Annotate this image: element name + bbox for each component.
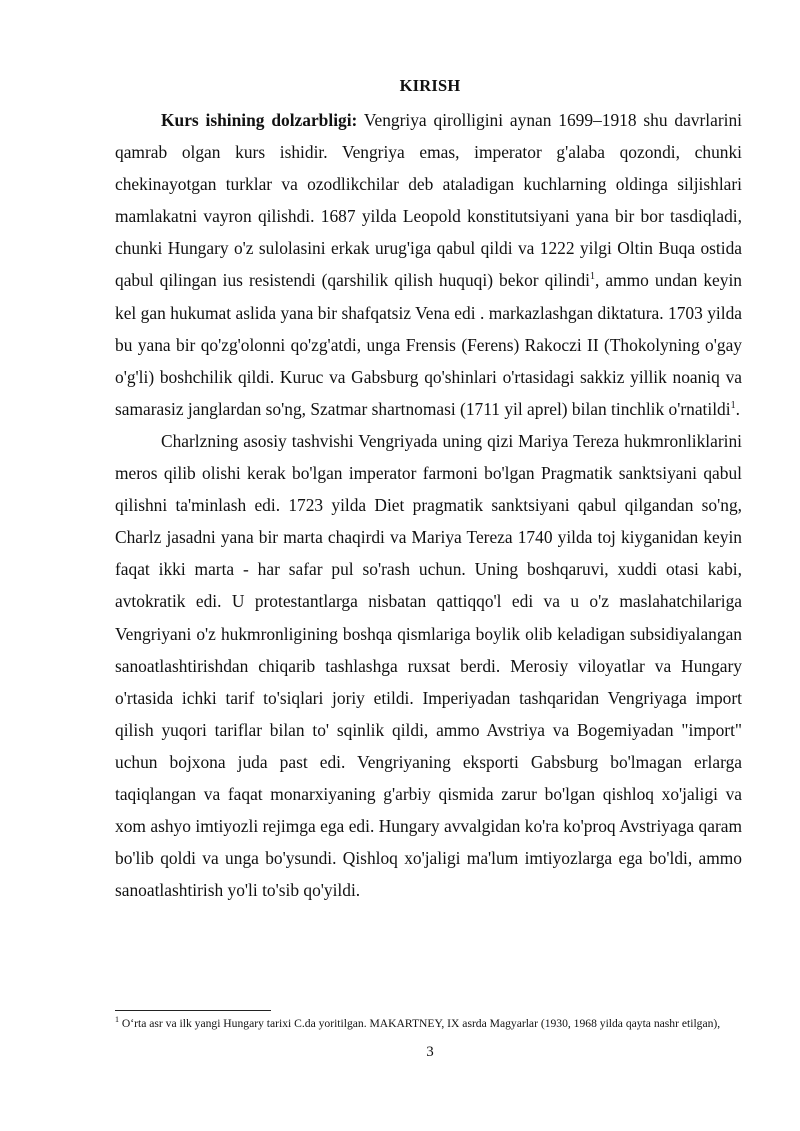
footnote-marker: 1 (115, 1015, 119, 1025)
footnote-reference[interactable]: 1 (590, 271, 596, 283)
paragraph-text: Vengriya qirolligini aynan 1699–1918 shu davrlarini qamrab olgan kurs ishidir. Vengriya emas, imperator g'alaba qozondi, chunki chekinayotgan turklar va ozodlikchilar deb ataladigan kuchlarning oldinga siljishlari mamlakatni vayron qilishdi. 1687 yilda Leopold konstitutsiyani yana bir bor tasdiqladi, chunki Hungary o'z sulolasini erkak urug'iga qabul qildi va 1222 yilgi Oltin Buqa ostida qabul qilingan ius resistendi (qarshilik qilish huquqi) bekor qilindi (115, 110, 742, 291)
footnote-text: O‘rta asr va ilk yangi Hungary tarixi C.da yoritilgan. MAKARTNEY, IX asrda Magyarlar (1930, 1968 yilda qayta nashr etilgan), (119, 1017, 721, 1030)
paragraph-charles: Charlzning asosiy tashvishi Vengriyada uning qizi Mariya Tereza hukmronliklarini meros qilib olishi kerak bo'lgan imperator farmoni bo'lgan Pragmatik sanktsiyani qabul qilishni ta'minlash edi. 1723 yilda Diet pragmatik sanktsiyani qabul qilgandan so'ng, Charlz jasadni yana bir marta chaqirdi va Mariya Tereza 1740 yilda toj kiyganidan keyin faqat ikki marta - har safar pul so'rash uchun. Uning boshqaruvi, xuddi otasi kabi, avtokratik edi. U protestantlarga nisbatan qattiqqo'l edi va u o'z maslahatchilariga Vengriyani o'z hukmronligining boshqa qismlariga boylik olib keladigan subsidiyalangan sanoatlashtirishdan chiqarib tashlashga ruxsat berdi. Merosiy viloyatlar va Hungary o'rtasida ichki tarif to'siqlari joriy etildi. Imperiyadan tashqaridan Vengriyaga import qilish yuqori tariflar bilan to' sqinlik qildi, ammo Avstriya va Bogemiyadan "import" uchun bojxona juda past edi. Vengriyaning eksporti Gabsburg bo'lmagan erlarga taqiqlangan va faqat monarxiyaning g'arbiy qismida zarur bo'lgan qishloq xo'jaligi va xom ashyo imtiyozli rejimga ega edi. Hungary avvalgidan ko'ra ko'proq Avstriyaga qaram bo'lib qoldi va unga bo'ysundi. Qishloq xo'jaligi ma'lum imtiyozlarga ega bo'ldi, ammo sanoatlashtirish yo'li to'sib qo'yildi. (115, 430, 742, 901)
paragraph-lead: Kurs ishining dolzarbligi: (161, 110, 358, 130)
paragraph-text: , ammo undan keyin kel gan hukumat aslida yana bir shafqatsiz Vena edi . markazlashgan diktatura. 1703 yilda bu yana bir qo'zg'olonni qo'zg'atdi, unga Frensis (Ferens) Rakoczi II (Thokolyning o'gay o'g'li) boshchilik qildi. Kuruc va Gabsburg qo'shinlari o'rtasidagi sakkiz yillik noaniq va samarasiz janglardan so'ng, Szatmar shartnomasi (1711 yil aprel) bilan tinchlik o'rnatildi (115, 270, 742, 419)
body-text (115, 104, 742, 906)
page-number: 3 (426, 1044, 434, 1060)
paragraph-relevance (115, 104, 742, 425)
footnote (115, 1016, 740, 1032)
section-heading: KIRISH (399, 76, 461, 95)
footnote-reference[interactable]: 1 (730, 400, 736, 412)
footnote-divider (115, 1010, 271, 1011)
paragraph-text: . (735, 398, 740, 419)
